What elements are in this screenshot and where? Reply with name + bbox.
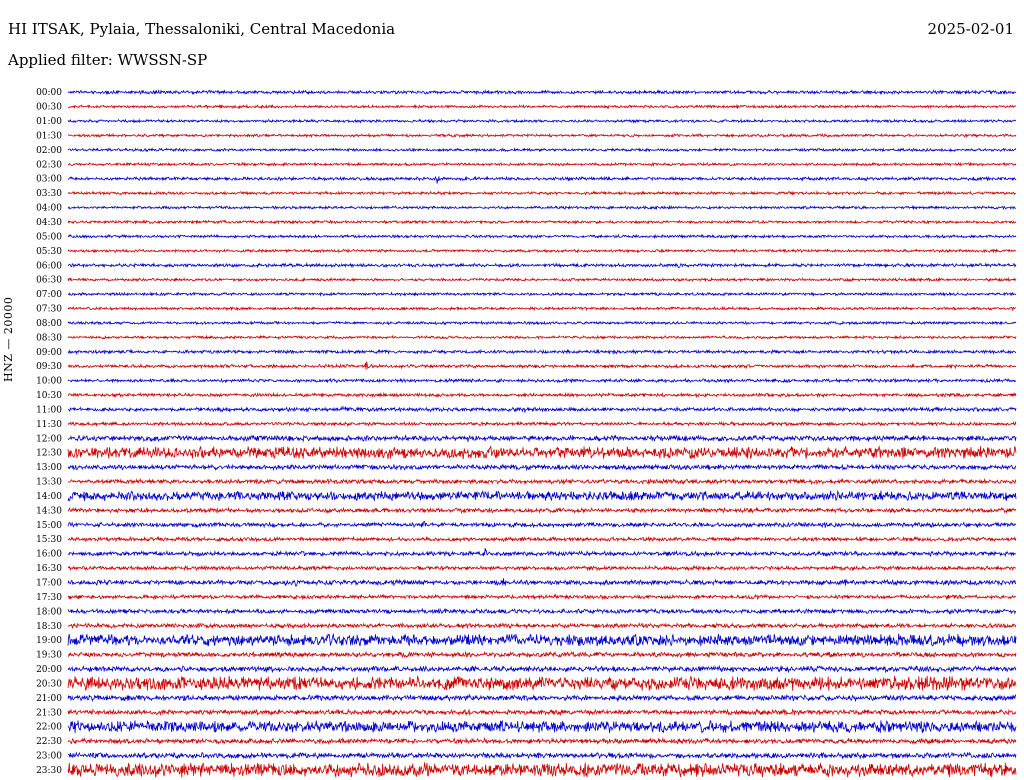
time-tick-label: 17:00 [36,578,62,589]
time-tick-label: 11:30 [36,419,62,430]
time-tick-label: 04:00 [36,203,62,214]
time-tick-label: 09:00 [36,347,62,358]
waveform-trace [68,491,1016,501]
waveform-trace [68,293,1016,296]
waveform-trace [68,595,1016,599]
time-tick-label: 09:30 [36,362,62,373]
time-tick-label: 05:30 [36,246,62,257]
time-tick-label: 02:30 [36,160,62,171]
time-tick-label: 02:00 [36,145,62,156]
waveform-trace [68,321,1016,324]
time-tick-label: 16:00 [36,549,62,560]
waveform-trace [68,336,1016,339]
time-tick-label: 07:00 [36,290,62,301]
time-tick-label: 23:30 [36,765,62,776]
chart-header [0,0,1024,76]
time-tick-label: 12:00 [36,434,62,445]
time-tick-label: 10:30 [36,391,62,402]
waveform-trace [68,105,1016,108]
vertical-axis-label: HNZ — 20000 [2,296,15,382]
waveform-trace [68,753,1016,759]
time-tick-label: 15:00 [36,520,62,531]
time-tick-label: 00:00 [36,88,62,99]
waveform-trace [68,278,1016,281]
waveform-trace [68,307,1016,310]
waveform-trace [68,362,1016,370]
time-tick-label: 03:30 [36,189,62,200]
time-tick-label: 16:30 [36,564,62,575]
time-tick-label: 12:30 [36,448,62,459]
waveform-trace [68,623,1016,628]
waveform-trace [68,666,1016,672]
waveform-trace [68,407,1016,412]
waveform-trace [68,446,1016,459]
time-tick-label: 21:00 [36,693,62,704]
waveform-trace [68,192,1016,195]
waveform-trace [68,148,1016,151]
time-tick-label: 05:00 [36,232,62,243]
waveform-trace [68,90,1016,94]
time-tick-label: 03:00 [36,174,62,185]
waveform-trace [68,548,1016,556]
waveform-trace [68,762,1016,777]
waveform-trace [68,176,1016,183]
time-tick-label: 13:30 [36,477,62,488]
waveform-trace [68,676,1016,691]
waveform-trace [68,609,1016,614]
waveform-trace [68,249,1016,252]
time-tick-label: 06:00 [36,261,62,272]
waveform-trace [68,508,1016,513]
time-tick-label: 00:30 [36,102,62,113]
waveform-trace [68,537,1016,541]
waveform-trace [68,206,1016,209]
time-tick-label: 18:30 [36,621,62,632]
time-tick-label: 17:30 [36,592,62,603]
waveform-trace [68,710,1016,715]
waveform-trace [68,422,1016,425]
time-tick-label: 18:00 [36,607,62,618]
waveform-trace [68,350,1016,353]
time-tick-label: 22:00 [36,722,62,733]
time-tick-label: 13:00 [36,463,62,474]
time-tick-label: 15:30 [36,535,62,546]
time-tick-label: 08:00 [36,318,62,329]
time-tick-label: 21:30 [36,708,62,719]
waveform-trace [68,720,1016,733]
seismogram-plot [0,76,1024,780]
time-tick-label: 06:30 [36,275,62,286]
page-title: HI ITSAK, Pylaia, Thessaloniki, Central Macedonia [8,20,396,38]
time-tick-label: 01:00 [36,117,62,128]
time-tick-label: 08:30 [36,333,62,344]
filter-label: Applied filter: WWSSN-SP [8,51,208,69]
waveform-trace [68,578,1016,586]
waveform-trace [68,379,1016,383]
time-tick-label: 11:00 [36,405,62,416]
date-label: 2025-02-01 [927,20,1014,38]
time-tick-label: 10:00 [36,376,62,387]
waveform-trace [68,739,1016,744]
waveform-trace [68,134,1016,137]
time-tick-label: 23:00 [36,751,62,762]
waveform-trace [68,221,1016,224]
waveform-trace [68,566,1016,570]
time-tick-label: 01:30 [36,131,62,142]
waveform-trace [68,695,1016,701]
time-tick-label: 14:00 [36,491,62,502]
waveform-trace [68,120,1016,123]
time-tick-label: 14:30 [36,506,62,517]
time-tick-label: 04:30 [36,217,62,228]
waveform-trace [68,521,1016,528]
waveform-trace [68,435,1016,441]
time-tick-label: 19:00 [36,636,62,647]
time-tick-label: 20:00 [36,665,62,676]
time-tick-label: 20:30 [36,679,62,690]
waveform-trace [68,235,1016,238]
time-tick-label: 07:30 [36,304,62,315]
waveform-trace [68,652,1016,657]
waveform-trace [68,163,1016,166]
waveform-trace [68,264,1016,268]
time-tick-label: 19:30 [36,650,62,661]
waveform-trace [68,479,1016,484]
waveform-trace [68,634,1016,647]
waveform-trace [68,465,1016,470]
time-tick-label: 22:30 [36,737,62,748]
waveform-trace [68,393,1016,396]
